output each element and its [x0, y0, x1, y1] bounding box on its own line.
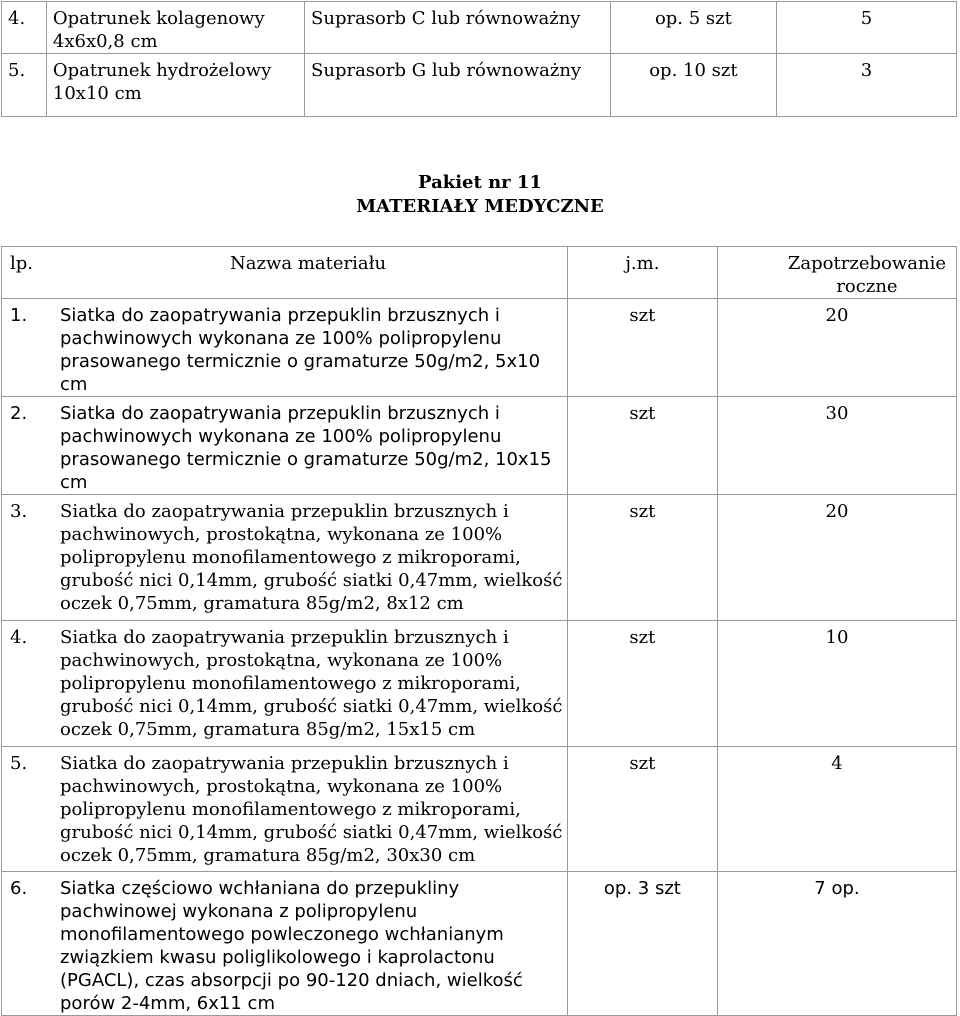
item-unit-cell: szt [567, 299, 717, 397]
header-qty-cell: Zapotrzebowanie roczne [717, 247, 956, 299]
previous-package-table [1, 1, 957, 117]
name-cell: Opatrunek kolagenowy 4x6x0,8 cm [46, 2, 304, 54]
name-cell: Opatrunek hydrożelowy 10x10 cm [46, 54, 304, 117]
item-qty-cell: 20 [717, 495, 956, 621]
item-unit-cell: szt [567, 747, 717, 872]
item-qty-cell: 30 [717, 397, 956, 495]
package-title: MATERIAŁY MEDYCZNE [356, 196, 604, 217]
lp-cell: 5. [2, 54, 47, 117]
item-name-cell: 1. Siatka do zaopatrywania przepuklin brzusznych i pachwinowych wykonana ze 100% polipropylenu prasowanego termicznie o gramaturze 50g/m2, 5x10 cm [2, 299, 568, 397]
package-heading [0, 171, 960, 219]
item-name-cell: 5. Siatka do zaopatrywania przepuklin brzusznych i pachwinowych, prostokątna, wykonana ze 100% polipropylenu monofilamentowego z mikroporami, grubość nici 0,14mm, grubość siatki 0,47mm, wielkość oczek 0,75mm, gramatura 85g/m2, 30x30 cm [2, 747, 568, 872]
item-qty-cell: 4 [717, 747, 956, 872]
header-name: Nazwa materiału [230, 253, 387, 274]
item-unit-cell: szt [567, 621, 717, 747]
material-cell: Suprasorb G lub równoważny [305, 54, 611, 117]
package-number: Pakiet nr 11 [418, 172, 542, 193]
item-name-cell: 6. Siatka częściowo wchłaniana do przepukliny pachwinowej wykonana z polipropylenu monofilamentowego powleczonego wchłanianym związkiem kwasu poliglikolowego i kaprolactonu (PGACL), czas absorpcji po 90-120 dniach, wielkość porów 2-4mm, 6x11 cm [2, 872, 568, 1016]
item-unit-cell: szt [567, 397, 717, 495]
header-lp: lp. [10, 253, 34, 274]
unit-cell: op. 5 szt [610, 2, 776, 54]
materials-table [1, 246, 957, 1016]
table-row [2, 54, 957, 117]
item-name-cell: 3. Siatka do zaopatrywania przepuklin brzusznych i pachwinowych, prostokątna, wykonana ze 100% polipropylenu monofilamentowego z mikroporami, grubość nici 0,14mm, grubość siatki 0,47mm, wielkość oczek 0,75mm, gramatura 85g/m2, 8x12 cm [2, 495, 568, 621]
item-qty-cell: 10 [717, 621, 956, 747]
lp-cell: 4. [2, 2, 47, 54]
table-row [2, 299, 957, 397]
table-row [2, 397, 957, 495]
item-name-cell: 4. Siatka do zaopatrywania przepuklin brzusznych i pachwinowych, prostokątna, wykonana ze 100% polipropylenu monofilamentowego z mikroporami, grubość nici 0,14mm, grubość siatki 0,47mm, wielkość oczek 0,75mm, gramatura 85g/m2, 15x15 cm [2, 621, 568, 747]
item-name-cell: 2. Siatka do zaopatrywania przepuklin brzusznych i pachwinowych wykonana ze 100% polipropylenu prasowanego termicznie o gramaturze 50g/m2, 10x15 cm [2, 397, 568, 495]
header-unit-cell: j.m. [567, 247, 717, 299]
item-qty-cell: 7 op. [717, 872, 956, 1016]
table-row [2, 872, 957, 1016]
item-qty-cell: 20 [717, 299, 956, 397]
table-row [2, 495, 957, 621]
item-unit-cell: szt [567, 495, 717, 621]
header-name-cell [2, 247, 568, 299]
table-row [2, 747, 957, 872]
unit-cell: op. 10 szt [610, 54, 776, 117]
qty-cell: 5 [776, 2, 956, 54]
table-header-row [2, 247, 957, 299]
qty-cell: 3 [776, 54, 956, 117]
material-cell: Suprasorb C lub równoważny [305, 2, 611, 54]
table-row [2, 621, 957, 747]
item-unit-cell: op. 3 szt [567, 872, 717, 1016]
table-row [2, 2, 957, 54]
